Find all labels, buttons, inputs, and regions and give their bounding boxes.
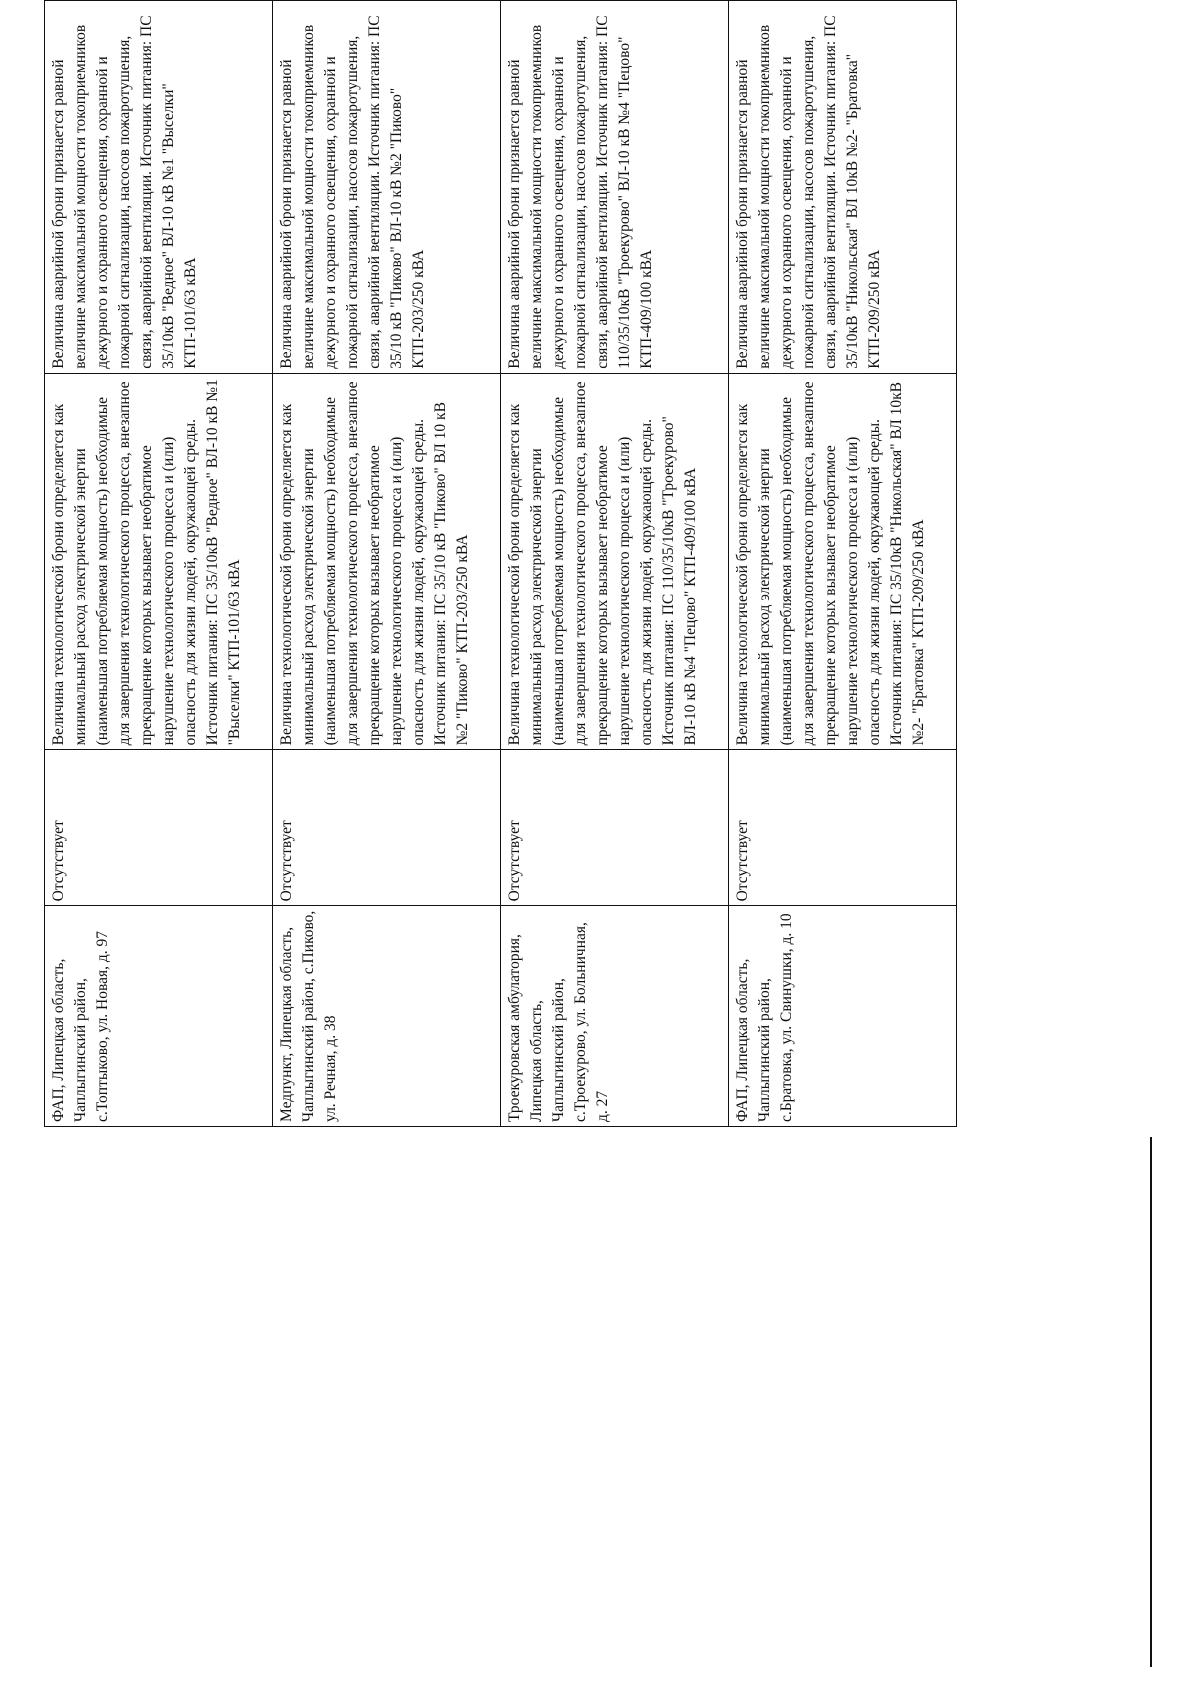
table-row: [45, 1, 273, 1127]
technological-reserve-cell: Величина технологической брони определяется как минимальный расход электрической энергии (наименьшая потребляемая мощность) необходимые для завершения технологического процесса, внезапное прекращение которых вызывает необратимое нарушение технологического процесса и (или) опасность для жизни людей, окружающей среды. Источник питания: ПС 110/35/10кВ "Троекурово" ВЛ-10 кВ №4 "Пецово" КТП-409/100 кВА: [501, 373, 729, 750]
table-row: [501, 1, 729, 1127]
status-cell: Отсутствует: [273, 750, 501, 906]
facility-cell: Медпункт, Липецкая область, Чаплыгинский район, с.Пиково, ул. Речная, д. 38: [273, 906, 501, 1127]
technological-reserve-cell: Величина технологической брони определяется как минимальный расход электрической энергии (наименьшая потребляемая мощность) необходимые для завершения технологического процесса, внезапное прекращение которых вызывает необратимое нарушение технологического процесса и (или) опасность для жизни людей, окружающей среды. Источник питания: ПС 35/10кВ "Ведное" ВЛ-10 кВ №1 "Выселки" КТП-101/63 кВА: [45, 373, 273, 750]
emergency-reserve-cell: Величина аварийной брони признается равной величине максимальной мощности токоприемников дежурного и охранного освещения, охранной и пожарной сигнализации, насосов пожаротушения, связи, аварийной вентиляции. Источник питания: ПС 110/35/10кВ "Троекурово" ВЛ-10 кВ №4 "Пецово" КТП-409/100 кВА: [501, 1, 729, 374]
facility-cell: ФАП, Липецкая область, Чаплыгинский район, с.Топтыково, ул. Новая, д. 97: [45, 906, 273, 1127]
status-cell: Отсутствует: [45, 750, 273, 906]
technological-reserve-cell: Величина технологической брони определяется как минимальный расход электрической энергии (наименьшая потребляемая мощность) необходимые для завершения технологического процесса, внезапное прекращение которых вызывает необратимое нарушение технологического процесса и (или) опасность для жизни людей, окружающей среды. Источник питания: ПС 35/10 кВ "Пиково" ВЛ 10 кВ №2 "Пиково" КТП-203/250 кВА: [273, 373, 501, 750]
emergency-reserve-cell: Величина аварийной брони признается равной величине максимальной мощности токоприемников дежурного и охранного освещения, охранной и пожарной сигнализации, насосов пожаротушения, связи, аварийной вентиляции. Источник питания: ПС 35/10кВ "Никольская" ВЛ 10кВ №2- "Братовка" КТП-209/250 кВА: [729, 1, 957, 374]
facility-cell: Троекуровская амбулатория, Липецкая область, Чаплыгинский район, с.Троекурово, ул. Больничная, д. 27: [501, 906, 729, 1127]
signature-rule-3: [1150, 1137, 1152, 1337]
status-cell: Отсутствует: [729, 750, 957, 906]
emergency-reserve-cell: Величина аварийной брони признается равной величине максимальной мощности токоприемников дежурного и охранного освещения, охранной и пожарной сигнализации, насосов пожаротушения, связи, аварийной вентиляции. Источник питания: ПС 35/10 кВ "Пиково" ВЛ-10 кВ №2 "Пиково" КТП-203/250 кВА: [273, 1, 501, 374]
table-row: [273, 1, 501, 1127]
power-reserve-table: [44, 0, 957, 1127]
table-row: [729, 1, 957, 1127]
emergency-reserve-cell: Величина аварийной брони признается равной величине максимальной мощности токоприемников дежурного и охранного освещения, охранной и пожарной сигнализации, насосов пожаротушения, связи, аварийной вентиляции. Источник питания: ПС 35/10кВ "Ведное" ВЛ-10 кВ №1 "Выселки" КТП-101/63 кВА: [45, 1, 273, 374]
technological-reserve-cell: Величина технологической брони определяется как минимальный расход электрической энергии (наименьшая потребляемая мощность) необходимые для завершения технологического процесса, внезапное прекращение которых вызывает необратимое нарушение технологического процесса и (или) опасность для жизни людей, окружающей среды. Источник питания: ПС 35/10кВ "Никольская" ВЛ 10кВ №2- "Братовка" КТП-209/250 кВА: [729, 373, 957, 750]
facility-cell: ФАП, Липецкая область, Чаплыгинский район, с.Братовка, ул. Свинушки, д. 10: [729, 906, 957, 1127]
status-cell: Отсутствует: [501, 750, 729, 906]
